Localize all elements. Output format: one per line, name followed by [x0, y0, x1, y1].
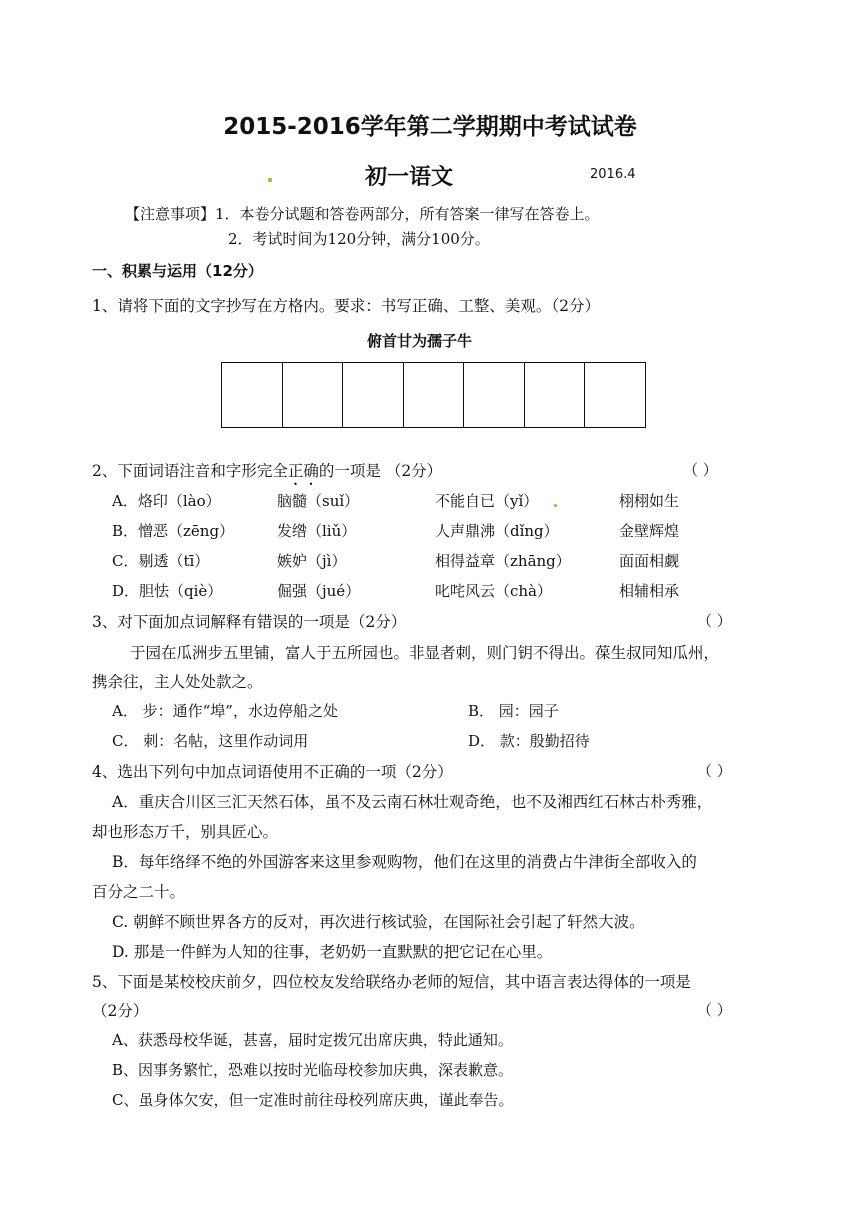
question-1-phrase: 俯首甘为孺子牛: [367, 332, 473, 350]
question-5-stem-2: （2分）: [92, 1002, 149, 1020]
notice-item-1: 1．本卷分试题和答卷两部分，所有答案一律写在答卷上。: [215, 205, 600, 223]
q4-A-line-1: A．重庆合川区三汇天然石体，虽不及云南石林壮观奇绝，也不及湘西红石林古朴秀雅，: [112, 793, 713, 811]
grid-cell: [585, 362, 646, 428]
grid-cell: [525, 362, 586, 428]
q2-A-3: 不能自已（yǐ）: [435, 492, 539, 510]
q2-stem-part: 的一项是 （2分）: [318, 462, 443, 480]
q2-C-2: 嫉妒（jì）: [277, 552, 347, 570]
q5-answer-paren: （ ）: [697, 1001, 732, 1019]
q2-D-3: 叱咤风云（chà）: [435, 582, 553, 600]
q3-passage-2: 携余往，主人处处款之。: [92, 673, 263, 691]
q2-B-2: 发绺（liǔ）: [277, 522, 357, 540]
q4-D-line: D. 那是一件鲜为人知的往事，老奶奶一直默默的把它记在心里。: [112, 943, 553, 961]
question-1-stem: 1、请将下面的文字抄写在方格内。要求：书写正确、工整、美观。（2分）: [92, 297, 600, 315]
q2-A-4: 栩栩如生: [619, 492, 680, 510]
q5-option-C: C、虽身体欠安，但一定准时前往母校列席庆典，谨此奉告。: [112, 1091, 514, 1109]
q3-option-D: D． 款：殷勤招待: [468, 732, 590, 750]
section-heading: 一、积累与运用（12分）: [92, 262, 263, 280]
q2-D-1: D．胆怯（qiè）: [112, 582, 223, 600]
q2-B-1: B．憎恶（zēng）: [112, 522, 235, 540]
grid-cell: [404, 362, 465, 428]
q3-answer-paren: （ ）: [697, 612, 732, 630]
grid-cell: [283, 362, 344, 428]
notice-label: 【注意事项】: [125, 205, 216, 223]
exam-subject: 初一语文: [365, 165, 454, 190]
notice-item-2: 2．考试时间为120分钟，满分100分。: [228, 230, 490, 248]
grid-cell: [343, 362, 404, 428]
q2-C-3: 相得益章（zhāng）: [435, 552, 571, 570]
q2-D-2: 倔强（jué）: [277, 582, 361, 600]
q4-A-line-2: 却也形态万千，别具匠心。: [92, 823, 279, 841]
question-5-stem-1: 5、下面是某校校庆前夕，四位校友发给联络办老师的短信，其中语言表达得体的一项是: [92, 973, 691, 991]
q5-option-A: A、获悉母校华诞，甚喜，届时定拨冗出席庆典，特此通知。: [112, 1031, 513, 1049]
grid-cell: [464, 362, 525, 428]
grid-cell: [222, 362, 283, 428]
q2-stem-part: 2、下面词语注音和字形完全: [92, 462, 288, 480]
print-speck: [554, 504, 557, 507]
q4-B-line-2: 百分之二十。: [92, 883, 186, 901]
q4-B-line-1: B．每年络绎不绝的外国游客来这里参观购物，他们在这里的消费占牛津街全部收入的: [112, 853, 697, 871]
q2-D-4: 相辅相承: [619, 582, 680, 600]
q3-passage-1: 于园在瓜洲步五里铺，富人于五所园也。非显者刺，则门钥不得出。葆生叔同知瓜州，: [130, 644, 720, 662]
notice-line-1: [125, 203, 600, 224]
q5-option-B: B、因事务繁忙，恐难以按时光临母校参加庆典，深表歉意。: [112, 1061, 514, 1079]
q2-A-1: A．烙印（lào）: [112, 492, 221, 510]
writing-grid: [221, 362, 646, 428]
q3-option-C: C． 刺：名帖，这里作动词用: [112, 732, 309, 750]
q2-B-4: 金壁辉煌: [619, 522, 680, 540]
q2-answer-paren: （ ）: [683, 461, 718, 479]
q2-B-3: 人声鼎沸（dǐng）: [435, 522, 559, 540]
q2-C-4: 面面相觑: [619, 552, 680, 570]
question-4-stem: 4、选出下列句中加点词语使用不正确的一项（2分）: [92, 763, 453, 781]
q3-option-B: B． 园：园子: [468, 702, 559, 720]
exam-title: 2015-2016学年第二学期期中考试试卷: [223, 114, 637, 140]
q2-stem-emphasis: 正确: [287, 462, 319, 480]
q4-answer-paren: （ ）: [697, 762, 732, 780]
q2-C-1: C．剔透（tī）: [112, 552, 210, 570]
question-3-stem: 3、对下面加点词解释有错误的一项是（2分）: [92, 613, 407, 631]
q2-A-2: 脑髓（suǐ）: [277, 492, 360, 510]
question-2-stem: [92, 459, 442, 489]
print-speck: [268, 178, 272, 182]
exam-date: 2016.4: [590, 167, 636, 182]
q4-C-line: C. 朝鲜不顾世界各方的反对，再次进行核试验，在国际社会引起了轩然大波。: [112, 913, 645, 931]
q3-option-A: A． 步：通作“埠”，水边停船之处: [112, 702, 338, 720]
